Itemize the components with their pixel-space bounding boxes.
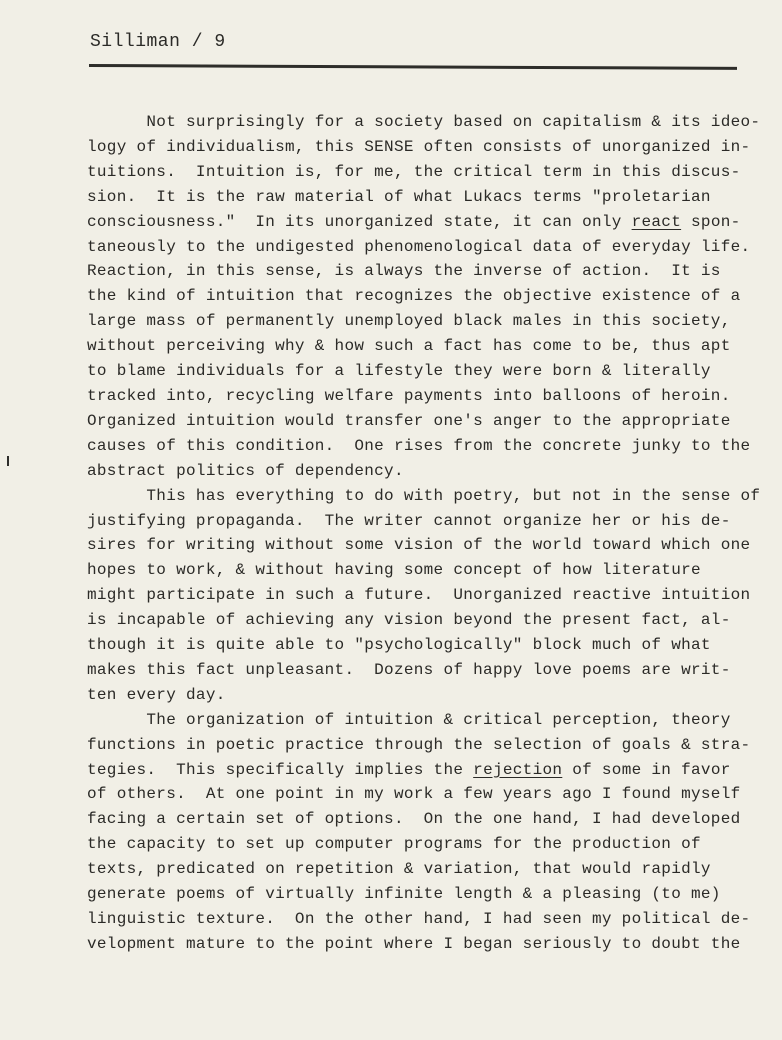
text-line: functions in poetic practice through the selection of goals & stra- xyxy=(87,735,751,754)
text-line: linguistic texture. On the other hand, I had seen my political de- xyxy=(87,910,751,928)
text-line: makes this fact unpleasant. Dozens of happy love poems are writ- xyxy=(87,660,731,679)
text-line: might participate in such a future. Unorganized reactive intuition xyxy=(87,586,751,605)
text-line: The organization of intuition & critical perception, theory xyxy=(87,710,731,729)
text-line: causes of this condition. One rises from the concrete junky to the xyxy=(87,436,751,455)
text-line: Reaction, in this sense, is always the inverse of action. It is xyxy=(87,262,721,281)
text-line: velopment mature to the point where I began seriously to doubt the xyxy=(87,934,741,953)
header-rule xyxy=(89,64,737,70)
text-line: Organized intuition would transfer one's anger to the appropriate xyxy=(87,411,731,430)
text-line: sires for writing without some vision of the world toward which one xyxy=(87,536,751,555)
text-line: the kind of intuition that recognizes the objective existence of a xyxy=(87,287,741,306)
text-line: tracked into, recycling welfare payments into balloons of heroin. xyxy=(87,386,731,405)
text-line: generate poems of virtually infinite length & a pleasing (to me) xyxy=(87,885,721,904)
text-line: hopes to work, & without having some concept of how literature xyxy=(87,561,701,580)
underlined-word: react xyxy=(631,212,682,231)
text-line: sion. It is the raw material of what Lukacs terms "proletarian xyxy=(87,187,711,206)
text-line: This has everything to do with poetry, but not in the sense of xyxy=(87,486,761,505)
text-line: Not surprisingly for a society based on capitalism & its ideo- xyxy=(87,113,761,131)
text-line: ten every day. xyxy=(87,685,226,704)
text-line: facing a certain set of options. On the one hand, I had developed xyxy=(87,810,741,829)
text-line: logy of individualism, this SENSE often consists of unorganized in- xyxy=(87,137,751,156)
text-line: though it is quite able to "psychologically" block much of what xyxy=(87,636,711,655)
text-line: of others. At one point in my work a few years ago I found myself xyxy=(87,785,741,804)
page-header: Silliman / 9 xyxy=(90,32,226,52)
text-line: is incapable of achieving any vision beyond the present fact, al- xyxy=(87,611,731,630)
text-line: abstract politics of dependency. xyxy=(87,461,404,480)
text-line: consciousness." In its unorganized state, it can only react spon- xyxy=(87,212,741,231)
text-line: tegies. This specifically implies the rejection of some in favor xyxy=(87,760,731,779)
text-line: texts, predicated on repetition & variation, that would rapidly xyxy=(87,860,711,879)
text-line: the capacity to set up computer programs for the production of xyxy=(87,835,701,854)
margin-mark xyxy=(7,456,9,466)
body-text xyxy=(87,110,767,957)
text-line: tuitions. Intuition is, for me, the critical term in this discus- xyxy=(87,162,741,181)
text-line: taneously to the undigested phenomenological data of everyday life. xyxy=(87,237,751,256)
text-line: without perceiving why & how such a fact has come to be, thus apt xyxy=(87,337,731,356)
underlined-word: rejection xyxy=(473,760,563,779)
text-line: to blame individuals for a lifestyle they were born & literally xyxy=(87,362,711,381)
text-line: justifying propaganda. The writer cannot organize her or his de- xyxy=(87,511,731,530)
text-line: large mass of permanently unemployed black males in this society, xyxy=(87,312,731,331)
